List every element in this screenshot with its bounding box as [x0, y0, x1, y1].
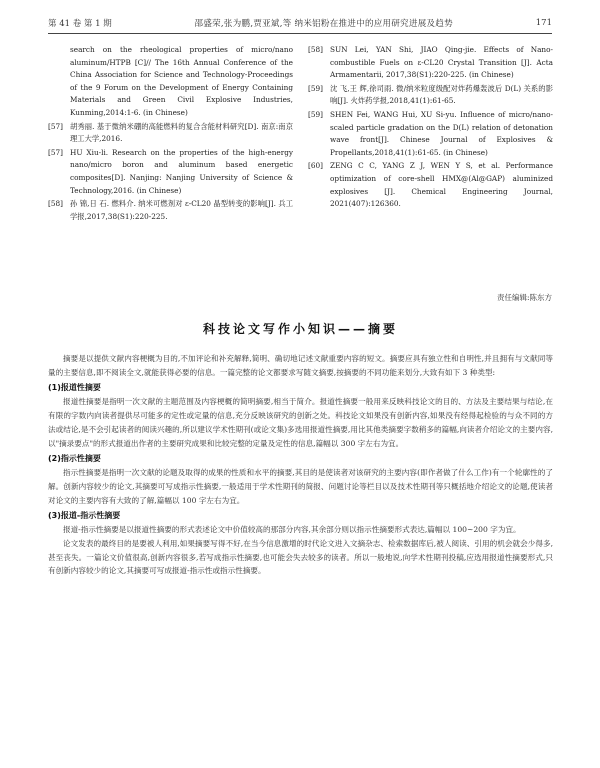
reference-entry	[308, 160, 553, 210]
section-heading: (3)报道-指示性摘要	[48, 511, 121, 521]
references-left-column	[48, 44, 293, 224]
responsible-editor: 责任编辑:陈东方	[496, 293, 552, 302]
reference-number: [58]	[308, 45, 323, 54]
reference-number: [57]	[48, 147, 63, 157]
article-body	[48, 352, 553, 578]
running-title: 邵盛荣,张为鹏,贾亚斌,等 纳米铝粉在推进中的应用研究进展及趋势	[194, 19, 453, 29]
section-paragraph: 报道性摘要是指明一次文献的主题范围及内容梗概的简明摘要,相当于简介。报道性摘要一般用来反映科技论文的目的、方法及主要结果与结论,在有限的字数内向读者提供尽可能多的定性或定量的信息,充分反映该研究的创新之处。科技论文如果没有创新内容,如果没有经得起检验的与众不同的方法或结论,是不会引起读者的阅读兴趣的,所以建议学术性期刊(或论文集)多选用报道性摘要,用比其他类摘要字数稍多的篇幅,向读者介绍论文的主要内容,以"摘录要点"的形式报道出作者的主要研究成果和比较完整的定量及定性的信息,篇幅以 300 字左右为宜。	[48, 397, 553, 448]
reference-number: [57]	[48, 121, 63, 131]
reference-entry	[308, 44, 553, 82]
header-rule	[48, 33, 552, 34]
reference-text: SUN Lei, YAN Shi, JIAO Qing-jie. Effects of Nano-combustible Fuels on ε-CL20 Crystal Transition [J]. Acta Armamentarii, 2017,38(S1):220-225. (in Chinese)	[330, 45, 553, 80]
reference-number: [60]	[308, 161, 323, 171]
reference-text: SHEN Fei, WANG Hui, XU Si-yu. Influence of micro/nano-scaled particle gradation on the D(L) relation of detonation wave front[J]. Chinese Journal of Explosives & Propellants,2018,41(1):61-65. (in Chinese)	[330, 109, 553, 157]
reference-entry	[308, 109, 553, 159]
reference-text: search on the rheological properties of micro/nano aluminum/HTPB [C]// The 16th Annual Conference of the China Association for Science and Technology-Proceedings of the 9 Forum on the Development of Energy Containing Materials and Green Civil Explosive Industries, Kunming,2014:1-6. (in Chinese)	[70, 45, 293, 117]
closing-paragraph: 论文发表的最终目的是要被人利用,如果摘要写得不好,在当今信息激增的时代论文进入文摘杂志、检索数据库后,被人阅读、引用的机会就会少得多,甚至丧失。一篇论文价值很高,创新内容很多,若写成指示性摘要,也可能会失去较多的读者。所以一般地说,向学术性期刊投稿,应选用报道性摘要形式,只有创新内容较少的论文,其摘要可写成报道-指示性或指示性摘要。	[48, 539, 553, 576]
section-paragraph: 指示性摘要是指明一次文献的论题及取得的成果的性质和水平的摘要,其目的是使读者对该研究的主要内容(即作者做了什么工作)有一个轮廓性的了解。创新内容较少的论文,其摘要可写成指示性摘要,一般适用于学术性期刊的简报、问题讨论等栏目以及技术性期刊等只概括地介绍论文的论题,使读者对论文的主要内容有大致的了解,篇幅以 100 字左右为宜。	[48, 468, 553, 505]
reference-number: [59]	[308, 109, 323, 119]
references	[48, 44, 553, 224]
reference-text: HU Xiu-li. Research on the properties of the high-energy nano/micro boron and aluminum based energetic composites[D]. Nanjing: Nanjing University of Science & Technology,2016. (in Chinese)	[70, 147, 293, 195]
reference-entry	[48, 121, 293, 146]
section-paragraph: 报道-指示性摘要是以报道性摘要的形式表述论文中价值较高的那部分内容,其余部分则以指示性摘要形式表达,篇幅以 100~200 字为宜。	[63, 525, 521, 535]
reference-entry	[48, 147, 293, 197]
reference-entry	[48, 44, 293, 120]
reference-text: 胡秀丽. 基于微纳米硼的高能燃料的复合含能材料研究[D]. 南京:南京理工大学,2016.	[70, 121, 293, 144]
references-right-column	[308, 44, 553, 224]
running-header	[48, 12, 552, 34]
intro-paragraph: 摘要是以提供文献内容梗概为目的,不加评论和补充解释,简明、确切地记述文献重要内容的短文。摘要应具有独立性和自明性,并且拥有与文献同等量的主要信息,即不阅读全文,就能获得必要的信息。一篇完整的论文都要求写随文摘要,按摘要的不同功能来划分,大致有如下 3 种类型:	[48, 354, 553, 377]
reference-number: [58]	[48, 199, 63, 209]
reference-text: 沈 飞,王 辉,徐司雨. 微/纳米粒度级配对炸药爆轰波后 D(L) 关系的影响[J]. 火炸药学报,2018,41(1):61-65.	[330, 83, 553, 106]
reference-entry	[48, 198, 293, 223]
page-number: 171	[535, 18, 552, 28]
reference-number: [59]	[308, 83, 323, 93]
section-heading: (1)报道性摘要	[48, 383, 101, 393]
section-heading: (2)指示性摘要	[48, 454, 101, 464]
reference-text: ZENG C C, YANG Z J, WEN Y S, et al. Performance optimization of core-shell HMX@(Al@GAP) aluminized explosives [J]. Chemical Engineering Journal, 2021(407):126360.	[330, 161, 553, 209]
volume-issue: 第 41 卷 第 1 期	[48, 19, 112, 29]
article-title: 科技论文写作小知识——摘要	[202, 322, 398, 336]
reference-entry	[308, 83, 553, 108]
reference-number	[48, 44, 70, 120]
reference-text: 孙 锦,日 石. 燃料介. 纳米可燃剂对 ε-CL20 晶型转变的影响[J]. 兵工学报,2017,38(S1):220-225.	[70, 199, 293, 221]
